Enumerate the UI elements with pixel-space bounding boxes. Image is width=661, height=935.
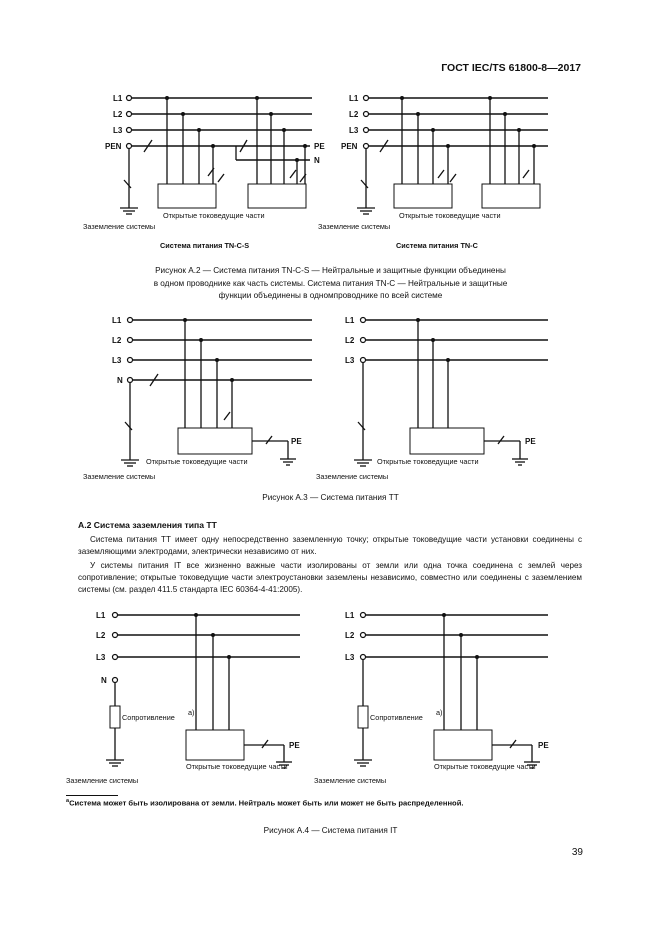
footnote: $^a$Система может быть изолирована от земли. Нейтраль может быть или может не быть распределенной.: [66, 798, 464, 808]
document-header: ГОСТ IEC/TS 61800-8—2017: [441, 62, 581, 74]
section-title: А.2 Система заземления типа ТТ: [78, 520, 217, 530]
svg-text:L1: L1: [349, 94, 359, 103]
svg-text:L1: L1: [113, 94, 123, 103]
svg-text:L2: L2: [345, 631, 355, 640]
tt-diagram-left: [83, 316, 312, 481]
svg-text:L3: L3: [96, 653, 106, 662]
it-diagram-left: [66, 611, 300, 785]
svg-text:L1: L1: [112, 316, 122, 325]
page-number: 39: [571, 847, 583, 858]
svg-text:Открытые токоведущие части: Открытые токоведущие части: [377, 457, 479, 466]
svg-text:PE: PE: [525, 437, 536, 446]
svg-text:PE: PE: [314, 142, 325, 151]
tn-c-s-diagram: [83, 94, 325, 250]
footnote-divider: [66, 795, 118, 796]
svg-text:L3: L3: [345, 653, 355, 662]
svg-text:Открытые токоведущие части: Открытые токоведущие части: [163, 211, 265, 220]
svg-text:L1: L1: [96, 611, 106, 620]
svg-text:Заземление системы: Заземление системы: [316, 472, 389, 481]
svg-text:L2: L2: [113, 110, 123, 119]
svg-text:Система питания TN-C-S: Система питания TN-C-S: [160, 241, 250, 250]
svg-text:PEN: PEN: [105, 142, 122, 151]
svg-text:Сопротивление: Сопротивление: [370, 713, 423, 722]
svg-text:PE: PE: [289, 741, 300, 750]
svg-text:N: N: [314, 156, 320, 165]
svg-text:Заземление системы: Заземление системы: [83, 472, 156, 481]
svg-text:N: N: [101, 676, 107, 685]
svg-text:L1: L1: [345, 316, 355, 325]
svg-text:Открытые токоведущие части: Открытые токоведущие части: [434, 762, 536, 771]
svg-text:PEN: PEN: [341, 142, 358, 151]
figure-a3-caption: Рисунок А.3 — Система питания ТТ: [262, 493, 399, 502]
tn-c-diagram: [318, 94, 548, 250]
paragraph-2: У системы питания IT все жизненно важные части изолированы от земли или одна точка соединена с землей через сопротивление; открытые токоведущие части электроустановки заземлены независимо, совместно или соединены с заземлением системы (см. раздел 411.5 стандарта IEC 60364-4-41:2005).: [78, 561, 582, 594]
svg-text:PE: PE: [538, 741, 549, 750]
tt-diagram-right: [316, 316, 548, 481]
figure-a2-caption: Рисунок А.2 — Система питания TN-C-S — Нейтральные и защитные функции объединены в одном проводнике как часть системы. Система питания TN-C — Нейтральные и защитные функции объединены в одномпроводнике по всей системе: [153, 266, 508, 300]
figure-a4-caption: Рисунок А.4 — Система питания IT: [263, 826, 398, 835]
svg-text:L2: L2: [345, 336, 355, 345]
svg-text:Система питания TN-C: Система питания TN-C: [396, 241, 478, 250]
svg-text:Открытые токоведущие части: Открытые токоведущие части: [146, 457, 248, 466]
svg-text:а): а): [188, 708, 195, 717]
paragraph-1: Система питания ТТ имеет одну непосредственно заземленную точку; открытые токоведущие части установки соединены с заземляющими электродами, электрически независимо от них.: [78, 535, 582, 556]
svg-text:L2: L2: [96, 631, 106, 640]
svg-text:Открытые токоведущие части: Открытые токоведущие части: [186, 762, 288, 771]
svg-text:Открытые токоведущие части: Открытые токоведущие части: [399, 211, 501, 220]
svg-text:L3: L3: [345, 356, 355, 365]
svg-text:L1: L1: [345, 611, 355, 620]
svg-text:PE: PE: [291, 437, 302, 446]
svg-text:N: N: [117, 376, 123, 385]
svg-text:Сопротивление: Сопротивление: [122, 713, 175, 722]
svg-text:а): а): [436, 708, 443, 717]
svg-text:Заземление системы: Заземление системы: [314, 776, 387, 785]
svg-text:L3: L3: [113, 126, 123, 135]
svg-text:Заземление системы: Заземление системы: [83, 222, 156, 231]
it-diagram-right: [314, 611, 549, 785]
svg-text:L2: L2: [349, 110, 359, 119]
svg-text:Заземление системы: Заземление системы: [66, 776, 139, 785]
svg-text:L3: L3: [112, 356, 122, 365]
svg-text:L3: L3: [349, 126, 359, 135]
svg-text:Заземление системы: Заземление системы: [318, 222, 391, 231]
svg-text:L2: L2: [112, 336, 122, 345]
